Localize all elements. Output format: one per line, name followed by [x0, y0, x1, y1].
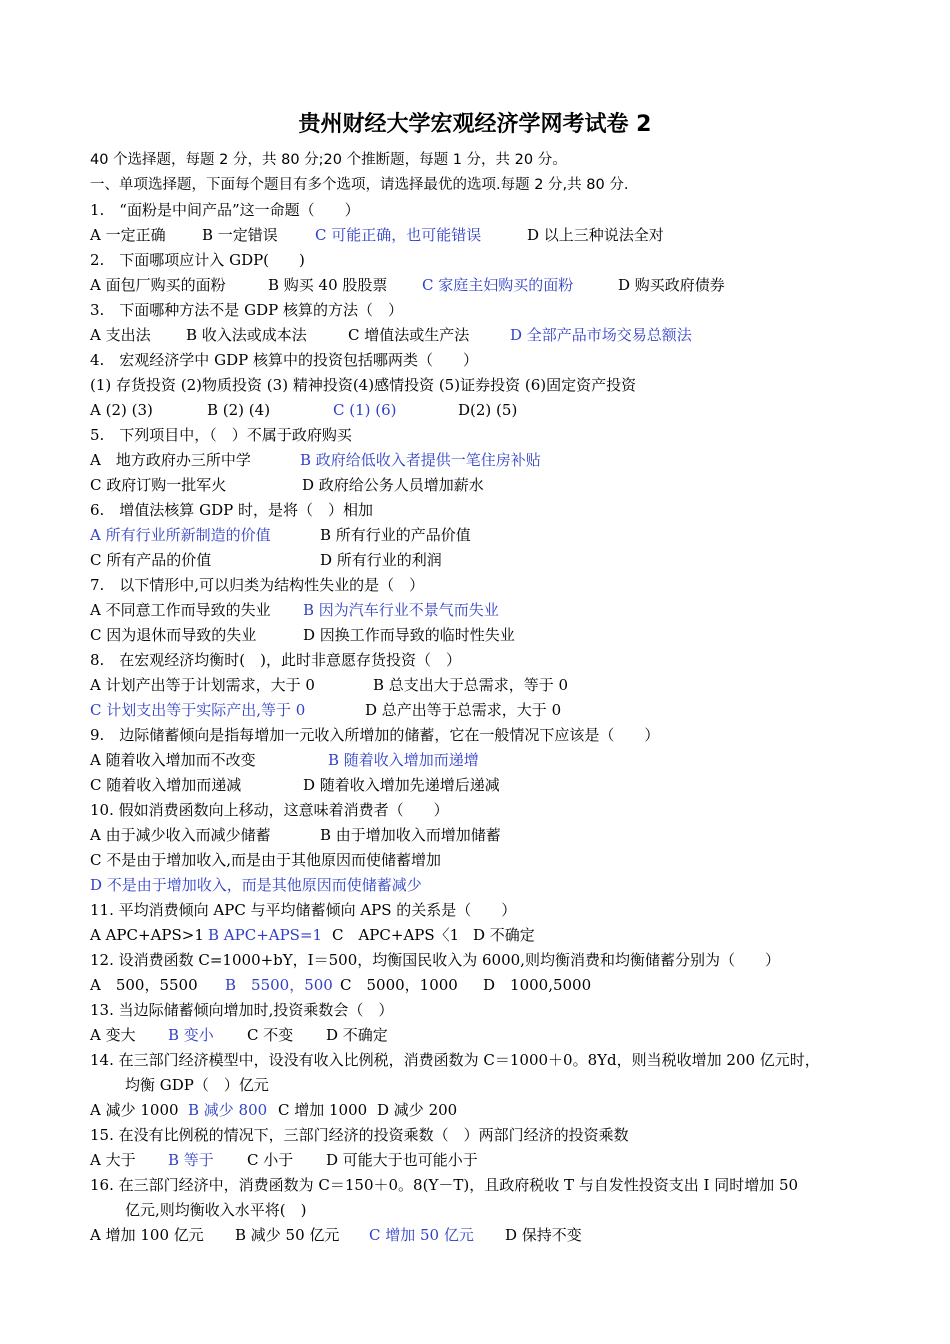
options-row — [90, 1098, 890, 1123]
options-row — [90, 548, 890, 573]
option: B 购买 40 股股票 — [268, 276, 388, 294]
question-stem: 12. 设消费函数 C=1000+bY，I＝500，均衡国民收入为 6000,则均衡消费和均衡储蓄分别为（ ） — [90, 951, 780, 969]
options-row — [90, 1148, 890, 1173]
option: A 变大 — [90, 1026, 136, 1044]
question-stem: 16. 在三部门经济中，消费函数为 C＝150＋0。8(Y－T)，且政府税收 T 与自发性投资支出 I 同时增加 50 — [90, 1176, 799, 1194]
question-stem: 14. 在三部门经济模型中，设没有收入比例税，消费函数为 C＝1000＋0。8Yd，则当税收增加 200 亿元时， — [90, 1051, 820, 1069]
question-stem: 8. 在宏观经济均衡时( )，此时非意愿存货投资（ ） — [90, 651, 462, 669]
option: C 政府订购一批军火 — [90, 476, 227, 494]
question-stem: 9. 边际储蓄倾向是指每增加一元收入所增加的储蓄，它在一般情况下应该是（ ） — [90, 726, 660, 744]
option: D 可能大于也可能小于 — [326, 1151, 478, 1169]
option: A 500，5500 — [90, 976, 198, 994]
option: B 总支出大于总需求，等于 0 — [373, 676, 569, 694]
option: A 减少 1000 — [90, 1101, 179, 1119]
option: C 不变 — [247, 1026, 294, 1044]
option: D 随着收入增加先递增后递减 — [303, 776, 500, 794]
options-row — [90, 223, 890, 248]
option: D 不确定 — [473, 926, 535, 944]
option: D 购买政府债券 — [618, 276, 725, 294]
option-highlighted: B 5500，500 — [225, 976, 333, 994]
option-highlighted: B 减少 800 — [188, 1101, 268, 1119]
options-row — [90, 623, 890, 648]
option-highlighted: C 计划支出等于实际产出,等于 0 — [90, 701, 306, 719]
option: A 由于减少收入而减少储蓄 — [90, 826, 271, 844]
option: D 政府给公务人员增加薪水 — [302, 476, 484, 494]
options-row — [90, 1023, 890, 1048]
option-highlighted: B 政府给低收入者提供一笔住房补贴 — [300, 451, 541, 469]
option: D 因换工作而导致的临时性失业 — [303, 626, 515, 644]
option: A 面包厂购买的面粉 — [90, 276, 226, 294]
option: D 减少 200 — [377, 1101, 458, 1119]
option-highlighted: C 增加 50 亿元 — [369, 1226, 474, 1244]
option: A 支出法 — [90, 326, 151, 344]
question-stem: 15. 在没有比例税的情况下，三部门经济的投资乘数（ ）两部门经济的投资乘数 — [90, 1126, 629, 1144]
option: D 不确定 — [326, 1026, 388, 1044]
options-row — [90, 273, 890, 298]
option: C 增加 1000 — [278, 1101, 368, 1119]
option: B 由于增加收入而增加储蓄 — [320, 826, 501, 844]
options-row — [90, 923, 890, 948]
option: C 随着收入增加而递减 — [90, 776, 242, 794]
option: A 计划产出等于计划需求，大于 0 — [90, 676, 315, 694]
option: A 大于 — [90, 1151, 136, 1169]
option: A 一定正确 — [90, 226, 166, 244]
section-header: 一、单项选择题，下面每个题目有多个选项，请选择最优的选项.每题 2 分,共 80 分. — [90, 177, 629, 193]
option-highlighted: B 变小 — [168, 1026, 214, 1044]
question-stem-continued: 均衡 GDP（ ）亿元 — [125, 1076, 269, 1094]
options-row — [90, 598, 890, 623]
option: D 保持不变 — [505, 1226, 582, 1244]
options-row — [90, 973, 890, 998]
option: B 所有行业的产品价值 — [320, 526, 471, 544]
option: B 一定错误 — [202, 226, 278, 244]
question-stem: 11. 平均消费倾向 APC 与平均储蓄倾向 APS 的关系是（ ） — [90, 901, 517, 919]
question-stem: 1. “面粉是中间产品”这一命题（ ） — [90, 201, 360, 219]
option: C 所有产品的价值 — [90, 551, 212, 569]
option: A (2) (3) — [90, 401, 153, 419]
exam-title: 贵州财经大学宏观经济学网考试卷 2 — [298, 112, 652, 137]
option: A APC+APS>1 — [90, 926, 204, 944]
option: C 增值法或生产法 — [348, 326, 470, 344]
option: C 不是由于增加收入,而是由于其他原因而使储蓄增加 — [90, 851, 442, 869]
option: A 不同意工作而导致的失业 — [90, 601, 271, 619]
options-row — [90, 823, 890, 848]
question-stem: 4. 宏观经济学中 GDP 核算中的投资包括哪两类（ ） — [90, 351, 478, 369]
options-row — [90, 473, 890, 498]
option: A 随着收入增加而不改变 — [90, 751, 256, 769]
option-highlighted: C (1) (6) — [333, 401, 397, 419]
option-highlighted: A 所有行业所新制造的价值 — [90, 526, 271, 544]
option-highlighted: B APC+APS=1 — [208, 926, 323, 944]
option: B (2) (4) — [207, 401, 271, 419]
option: C 因为退休而导致的失业 — [90, 626, 257, 644]
option: D 总产出等于总需求，大于 0 — [365, 701, 562, 719]
options-row — [90, 673, 890, 698]
options-row — [90, 448, 890, 473]
options-row — [90, 523, 890, 548]
option-highlighted: D 不是由于增加收入，而是其他原因而使储蓄减少 — [90, 876, 422, 894]
options-row — [90, 773, 890, 798]
option: D 1000,5000 — [483, 976, 592, 994]
question-stem: 10. 假如消费函数向上移动，这意味着消费者（ ） — [90, 801, 449, 819]
option-highlighted: B 等于 — [168, 1151, 214, 1169]
options-row — [90, 698, 890, 723]
option-highlighted: C 家庭主妇购买的面粉 — [422, 276, 574, 294]
option: D(2) (5) — [458, 401, 518, 419]
question-stem: 13. 当边际储蓄倾向增加时,投资乘数会（ ） — [90, 1001, 394, 1019]
option: C APC+APS〈1 — [332, 926, 460, 944]
option: D 所有行业的利润 — [320, 551, 442, 569]
question-stem: 5. 下列项目中，（ ）不属于政府购买 — [90, 426, 352, 444]
question-stem-continued: 亿元,则均衡收入水平将( ) — [125, 1201, 307, 1219]
options-row — [90, 748, 890, 773]
option: A 地方政府办三所中学 — [90, 451, 251, 469]
options-row — [90, 1223, 890, 1248]
option-highlighted: B 因为汽车行业不景气而失业 — [303, 601, 499, 619]
question-stem: 7. 以下情形中,可以归类为结构性失业的是（ ） — [90, 576, 425, 594]
question-stem: 3. 下面哪种方法不是 GDP 核算的方法（ ） — [90, 301, 403, 319]
option: D 以上三种说法全对 — [527, 226, 664, 244]
option-highlighted: C 可能正确，也可能错误 — [315, 226, 482, 244]
question-stem: 2. 下面哪项应计入 GDP( ) — [90, 251, 305, 269]
exam-intro: 40 个选择题，每题 2 分，共 80 分;20 个推断题，每题 1 分，共 20 分。 — [90, 152, 567, 168]
option: C 5000，1000 — [340, 976, 458, 994]
option-highlighted: D 全部产品市场交易总额法 — [510, 326, 692, 344]
option: B 收入法或成本法 — [186, 326, 307, 344]
option: B 减少 50 亿元 — [235, 1226, 340, 1244]
options-row — [90, 398, 890, 423]
options-row — [90, 323, 890, 348]
question-stem: 6. 增值法核算 GDP 时，是将（ ）相加 — [90, 501, 373, 519]
question-extra: (1) 存货投资 (2)物质投资 (3) 精神投资(4)感情投资 (5)证券投资 (6)固定资产投资 — [90, 376, 637, 394]
option: A 增加 100 亿元 — [90, 1226, 204, 1244]
option: C 小于 — [247, 1151, 294, 1169]
option-highlighted: B 随着收入增加而递增 — [328, 751, 479, 769]
